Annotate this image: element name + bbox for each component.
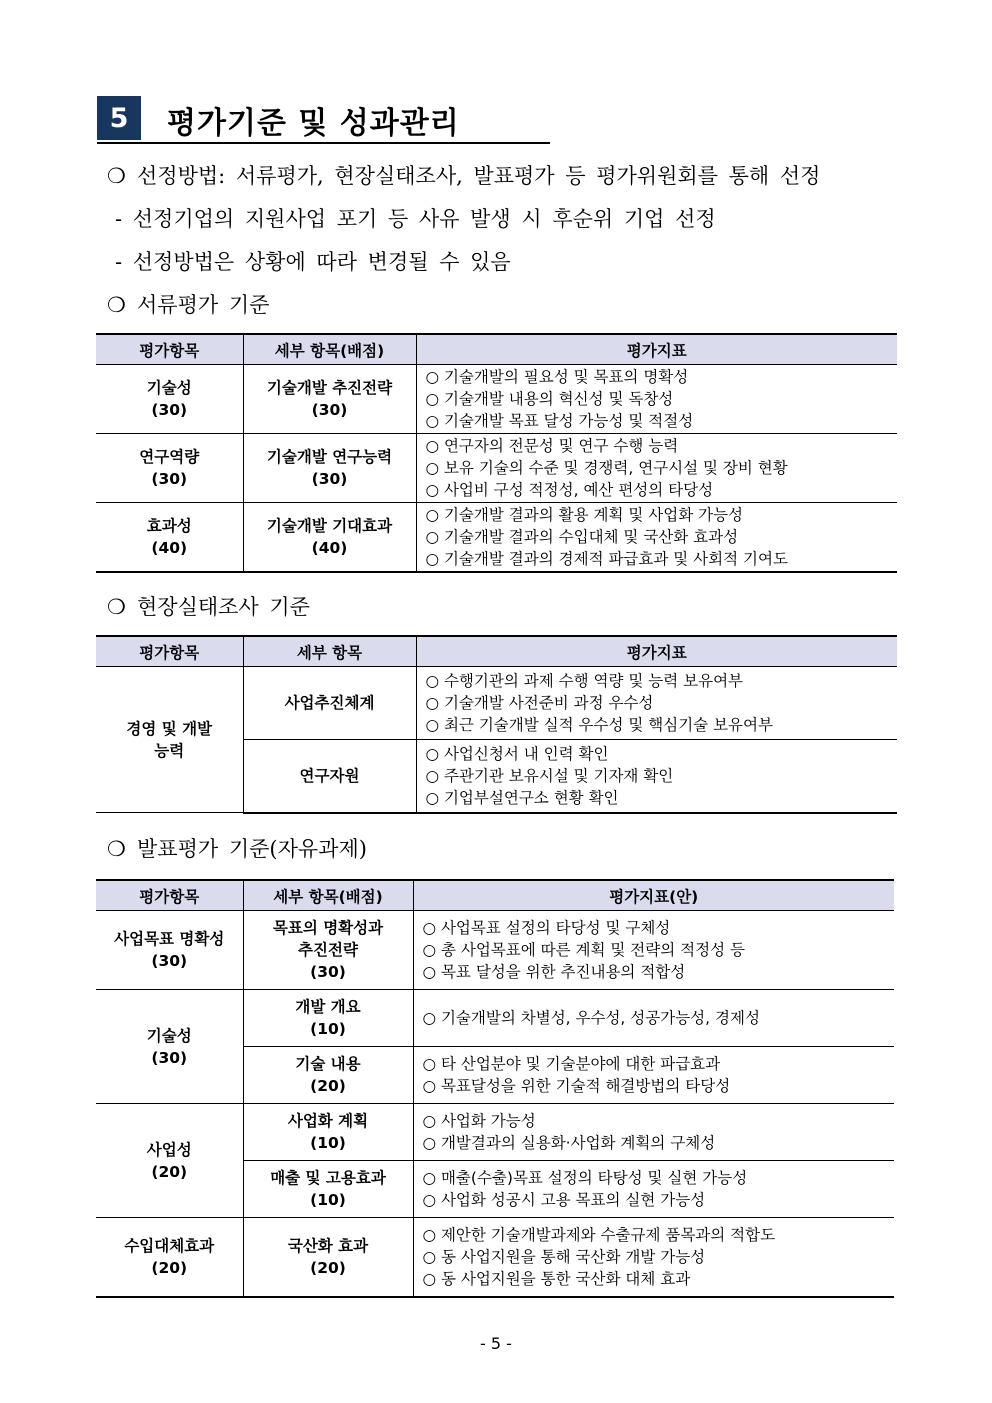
detail-cell: 기술개발 연구능력 (30) [243, 434, 416, 503]
table-row [96, 911, 894, 990]
header-cell: 평가항목 [96, 334, 243, 365]
table-row [96, 434, 897, 503]
header-cell: 평가지표(안) [413, 880, 894, 911]
header-cell: 세부 항목(배점) [243, 880, 413, 911]
detail-cell: 기술개발 기대효과 (40) [243, 503, 416, 572]
table-row [96, 990, 894, 1047]
table-header-row [96, 334, 897, 365]
indicator-cell: ○ 제안한 기술개발과제와 수출규제 품목과의 적합도 ○ 동 사업지원을 통해 국산화 개발 가능성 ○ 동 사업지원을 통한 국산화 대체 효과 [413, 1218, 894, 1297]
detail-cell: 국산화 효과 (20) [243, 1218, 413, 1297]
item-cell: 효과성 (40) [96, 503, 243, 572]
bullet-icon: ❍ [107, 837, 126, 861]
bullet-icon: ❍ [107, 595, 126, 619]
indicator-cell: ○ 기술개발 결과의 활용 계획 및 사업화 가능성 ○ 기술개발 결과의 수입대체 및 국산화 효과성 ○ 기술개발 결과의 경제적 파급효과 및 사회적 기여도 [416, 503, 897, 572]
item-cell: 수입대체효과 (20) [96, 1218, 243, 1297]
bullet-icon: ❍ [107, 293, 126, 317]
note-line-2: - 선정방법은 상황에 따라 변경될 수 있음 [115, 250, 511, 274]
page-number: - 5 - [480, 1334, 512, 1353]
table-row [96, 365, 897, 434]
detail-cell: 사업화 계획 (10) [243, 1104, 413, 1161]
table-row [96, 667, 897, 740]
site-survey-table [96, 635, 897, 814]
section-heading [97, 96, 550, 144]
table-row [96, 1218, 894, 1297]
indicator-cell: ○ 사업화 가능성 ○ 개발결과의 실용화·사업화 계획의 구체성 [413, 1104, 894, 1161]
note-line-1: - 선정기업의 지원사업 포기 등 사유 발생 시 후순위 기업 선정 [115, 207, 716, 231]
presentation-heading: ❍ 발표평가 기준(자유과제) [107, 837, 367, 861]
item-cell: 경영 및 개발 능력 [96, 667, 243, 813]
detail-cell: 사업추진체계 [243, 667, 416, 740]
item-cell: 기술성 (30) [96, 990, 243, 1104]
indicator-cell: ○ 타 산업분야 및 기술분야에 대한 파급효과 ○ 목표달성을 위한 기술적 해결방법의 타당성 [413, 1047, 894, 1104]
detail-cell: 기술 내용 (20) [243, 1047, 413, 1104]
selection-method-line [107, 160, 820, 190]
indicator-cell: ○ 수행기관의 과제 수행 역량 및 능력 보유여부 ○ 기술개발 사전준비 과정 우수성 ○ 최근 기술개발 실적 우수성 및 핵심기술 보유여부 [416, 667, 897, 740]
header-cell: 평가지표 [416, 636, 897, 667]
header-cell: 평가지표 [416, 334, 897, 365]
indicator-cell: ○ 사업신청서 내 인력 확인 ○ 주관기관 보유시설 및 기자재 확인 ○ 기업부설연구소 현황 확인 [416, 740, 897, 813]
detail-cell: 매출 및 고용효과 (10) [243, 1161, 413, 1218]
header-cell: 세부 항목(배점) [243, 334, 416, 365]
indicator-cell: ○ 매출(수출)목표 설정의 타탕성 및 실현 가능성 ○ 사업화 성공시 고용 목표의 실현 가능성 [413, 1161, 894, 1218]
table-header-row [96, 636, 897, 667]
section-number-badge: 5 [97, 96, 141, 140]
header-cell: 세부 항목 [243, 636, 416, 667]
indicator-cell: ○ 기술개발의 필요성 및 목표의 명확성 ○ 기술개발 내용의 혁신성 및 독창성 ○ 기술개발 목표 달성 가능성 및 적절성 [416, 365, 897, 434]
table-row [96, 503, 897, 572]
doc-review-heading: ❍ 서류평가 기준 [107, 293, 270, 317]
bullet-icon: ❍ [107, 164, 126, 188]
item-cell: 연구역량 (30) [96, 434, 243, 503]
detail-cell: 연구자원 [243, 740, 416, 813]
indicator-cell: ○ 기술개발의 차별성, 우수성, 성공가능성, 경제성 [413, 990, 894, 1047]
header-cell: 평가항목 [96, 880, 243, 911]
item-cell: 기술성 (30) [96, 365, 243, 434]
item-cell: 사업목표 명확성 (30) [96, 911, 243, 990]
detail-cell: 목표의 명확성과 추진전략 (30) [243, 911, 413, 990]
presentation-table [96, 879, 894, 1298]
item-cell: 사업성 (20) [96, 1104, 243, 1218]
header-cell: 평가항목 [96, 636, 243, 667]
selection-method-text: 선정방법: 서류평가, 현장실태조사, 발표평가 등 평가위원회를 통해 선정 [137, 164, 821, 188]
site-survey-heading: ❍ 현장실태조사 기준 [107, 595, 310, 619]
indicator-cell: ○ 사업목표 설정의 타당성 및 구체성 ○ 총 사업목표에 따른 계획 및 전략의 적정성 등 ○ 목표 달성을 위한 추진내용의 적합성 [413, 911, 894, 990]
table-row [96, 1104, 894, 1161]
doc-review-table [96, 333, 897, 573]
detail-cell: 개발 개요 (10) [243, 990, 413, 1047]
detail-cell: 기술개발 추진전략 (30) [243, 365, 416, 434]
indicator-cell: ○ 연구자의 전문성 및 연구 수행 능력 ○ 보유 기술의 수준 및 경쟁력, 연구시설 및 장비 현황 ○ 사업비 구성 적정성, 예산 편성의 타당성 [416, 434, 897, 503]
section-title: 평가기준 및 성과관리 [167, 106, 460, 141]
table-header-row [96, 880, 894, 911]
